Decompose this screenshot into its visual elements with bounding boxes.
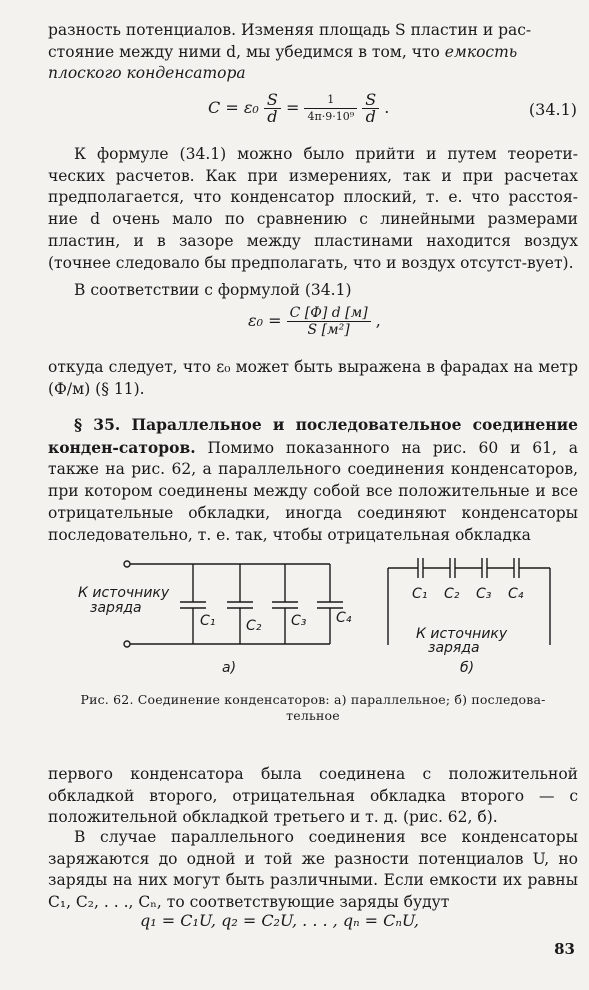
fig-b-source-label-2: заряда bbox=[428, 640, 480, 656]
fig-b-cap-label-3: C₃ bbox=[476, 586, 492, 602]
eq1-f1-den: d bbox=[267, 107, 278, 126]
fig-b-cap-label-1: C₁ bbox=[412, 586, 428, 602]
fig-a-cap-label-3: C₃ bbox=[291, 613, 307, 629]
eq1-equals: = bbox=[285, 98, 300, 117]
fig-b-tag: б) bbox=[460, 660, 475, 676]
fig-a-cap-label-4: C₄ bbox=[336, 610, 352, 626]
eq2-num: C [Ф] d [м] bbox=[287, 305, 371, 322]
top-line-1: разность потенциалов. Изменяя площадь S пластин и рас- bbox=[48, 21, 532, 39]
section-35 bbox=[48, 414, 578, 546]
paragraph-formula-derivation: К формуле (34.1) можно было прийти и путем теорети-ческих расчетов. Как при измерениях, так и при расчетах предполагается, что конденсатор плоский, т. е. что расстоя-ние d очень мало по сравнению с линейными размерами пластин, и в зазоре между пластинами находится воздух (точнее следовало бы предполагать, что и воздух отсутст-вует). bbox=[48, 145, 578, 272]
eq1-frac-3 bbox=[362, 92, 379, 125]
top-line-2-italic: емкость bbox=[444, 42, 518, 61]
eq1-f3-num: S bbox=[362, 92, 379, 109]
terminal-top bbox=[124, 561, 130, 567]
fig-a-source-label-1: К источнику bbox=[78, 585, 170, 601]
eq2-den: S [м²] bbox=[307, 322, 350, 338]
eq1-tail: . bbox=[384, 98, 390, 117]
equation-epsilon0 bbox=[248, 305, 381, 338]
eq1-f2-den: 4π·9·10⁹ bbox=[307, 110, 355, 123]
caption-line-2: тельное bbox=[286, 708, 340, 723]
fig-b-cap-label-4: C₄ bbox=[508, 586, 524, 602]
figure-62a-parallel bbox=[124, 561, 343, 647]
fig-b-cap-label-2: C₂ bbox=[444, 586, 460, 602]
eq1-f1-num: S bbox=[264, 92, 281, 109]
eq1-frac-2 bbox=[304, 92, 357, 125]
top-line-3-italic: плоского конденсатора bbox=[48, 64, 246, 83]
equation-charges: q₁ = C₁U, q₂ = C₂U, . . . , qₙ = CₙU, bbox=[140, 911, 419, 930]
fig-b-source-label-1: К источнику bbox=[416, 626, 508, 642]
section-35-heading: § 35. Параллельное и последовательное соединение конден-саторов. bbox=[48, 415, 578, 457]
figure-62 bbox=[0, 540, 589, 690]
eq2-lhs: ε₀ = bbox=[248, 311, 282, 330]
eq2-tail: , bbox=[375, 311, 381, 330]
fig-a-cap-label-1: C₁ bbox=[200, 613, 216, 629]
fig-a-source-label-2: заряда bbox=[90, 600, 142, 616]
parallel-capacitor-3 bbox=[272, 564, 298, 644]
eq1-lhs: C = ε₀ bbox=[208, 98, 259, 117]
paragraph-accordance: В соответствии с формулой (34.1) bbox=[74, 281, 352, 299]
terminal-bottom bbox=[124, 641, 130, 647]
fig-a-tag: а) bbox=[222, 660, 237, 676]
page-number: 83 bbox=[554, 940, 575, 958]
eq1-frac-1 bbox=[264, 92, 281, 125]
equation-34-1 bbox=[208, 92, 389, 125]
top-line-2: стояние между ними d, мы убедимся в том, что bbox=[48, 42, 440, 61]
parallel-capacitor-4 bbox=[317, 564, 343, 644]
eq1-f3-den: d bbox=[365, 107, 376, 126]
section-35-text: Помимо показанного на рис. 60 и 61, а также на рис. 62, а параллельного соединения конденсаторов, при котором соединены между собой все положительные и все отрицательные обкладки, иногда соединяют конденсаторы последовательно, т. е. так, чтобы отрицательная обкладка bbox=[48, 438, 578, 544]
eq1-f2-num: 1 bbox=[304, 92, 357, 109]
parallel-capacitor-1 bbox=[180, 564, 206, 644]
fig-a-cap-label-2: C₂ bbox=[246, 618, 262, 634]
eq2-frac bbox=[287, 305, 371, 338]
top-paragraph bbox=[48, 20, 578, 85]
equation-number-34-1: (34.1) bbox=[528, 100, 577, 119]
paragraph-parallel-charge: В случае параллельного соединения все конденсаторы заряжаются до одной и той же разности потенциалов U, но заряды на них могут быть различными. Если емкости их равны C₁, C₂, . . ., Cₙ, то соответствующие заряды будут bbox=[48, 828, 578, 912]
figure-caption bbox=[48, 692, 578, 724]
caption-line-1: Рис. 62. Соединение конденсаторов: а) параллельное; б) последова- bbox=[80, 692, 546, 707]
paragraph-farad-per-meter: откуда следует, что ε₀ может быть выражена в фарадах на метр (Ф/м) (§ 11). bbox=[48, 358, 578, 398]
paragraph-series-continued: первого конденсатора была соединена с положительной обкладкой второго, отрицательная обкладка второго — с положительной обкладкой третьего и т. д. (рис. 62, б). bbox=[48, 765, 578, 827]
